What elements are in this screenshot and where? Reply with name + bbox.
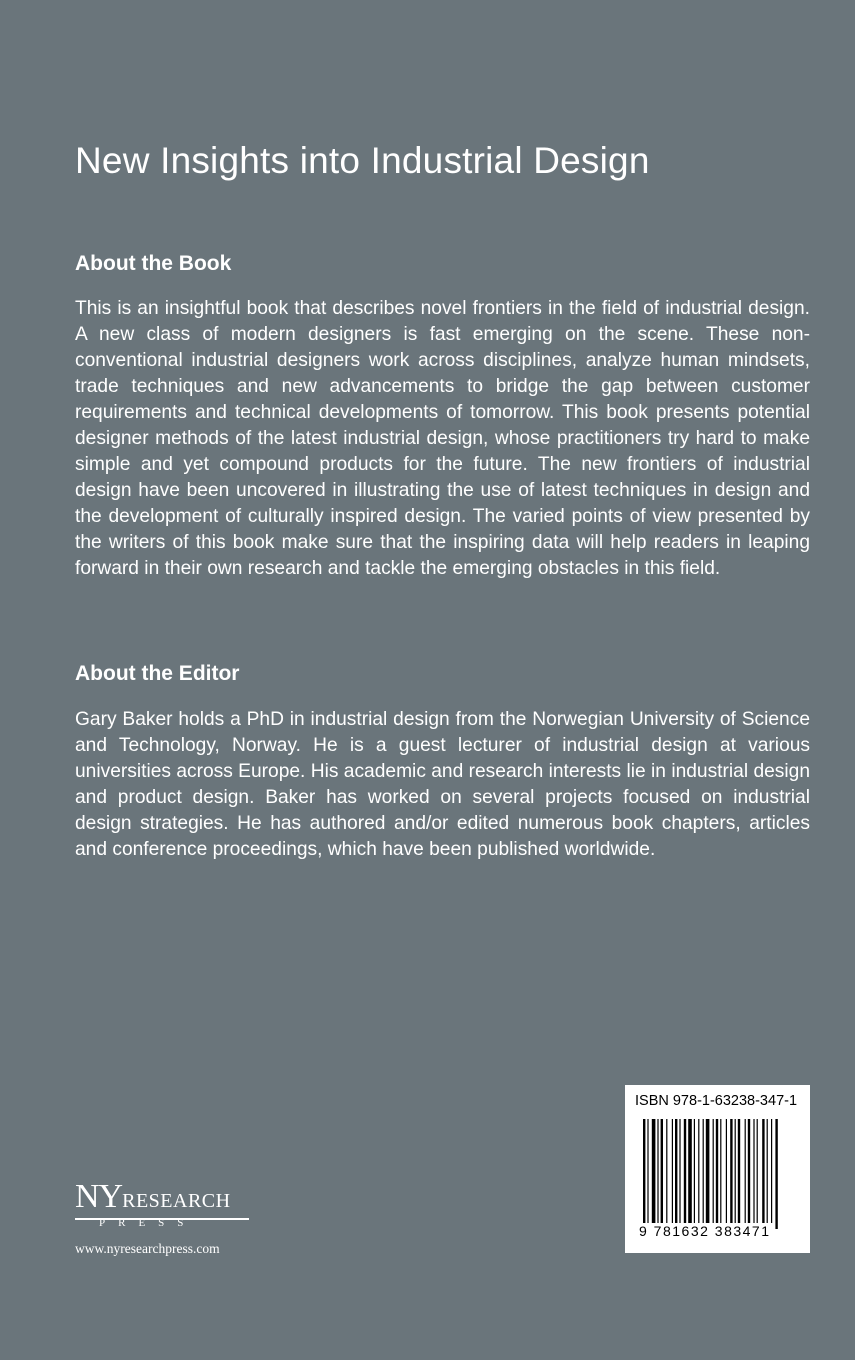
barcode-icon — [643, 1119, 793, 1229]
logo-research-text: RESEARCH — [122, 1190, 231, 1212]
isbn-label: ISBN 978-1-63238-347-1 — [635, 1093, 798, 1109]
publisher-url: www.nyresearchpress.com — [75, 1241, 220, 1256]
isbn-barcode-box — [625, 1085, 810, 1253]
logo-press-text: PRESS — [99, 1217, 197, 1229]
about-book-text: This is an insightful book that describes novel frontiers in the field of industrial design. A new class of modern designers is fast emerging on the scene. These non-conventional industrial designers work across disciplines, analyze human mindsets, trade techniques and new advancements to bridge the gap between customer requirements and technical developments of tomorrow. This book presents potential designer methods of the latest industrial design, whose practitioners try hard to make simple and yet compound products for the future. The new frontiers of industrial design have been uncovered in illustrating the use of latest techniques in design and the development of culturally inspired design. The varied points of view presented by the writers of this book make sure that the inspiring data will help readers in leaping forward in their own research and tackle the emerging obstacles in this field. — [75, 298, 810, 579]
about-book-heading: About the Book — [75, 252, 232, 275]
book-title: New Insights into Industrial Design — [75, 140, 650, 181]
about-editor-heading: About the Editor — [75, 662, 240, 685]
about-editor-text: Gary Baker holds a PhD in industrial design from the Norwegian University of Science and Technology, Norway. He is a guest lecturer of industrial design at various universities across Europe. His academic and research interests lie in industrial design and product design. Baker has worked on several projects focused on industrial design strategies. He has authored and/or edited numerous book chapters, articles and conference proceedings, which have been published worldwide. — [75, 709, 810, 860]
logo-ny-text: NY — [75, 1178, 123, 1215]
barcode-digits: 9 781632 383471 — [639, 1223, 771, 1239]
publisher-logo — [75, 1178, 231, 1229]
